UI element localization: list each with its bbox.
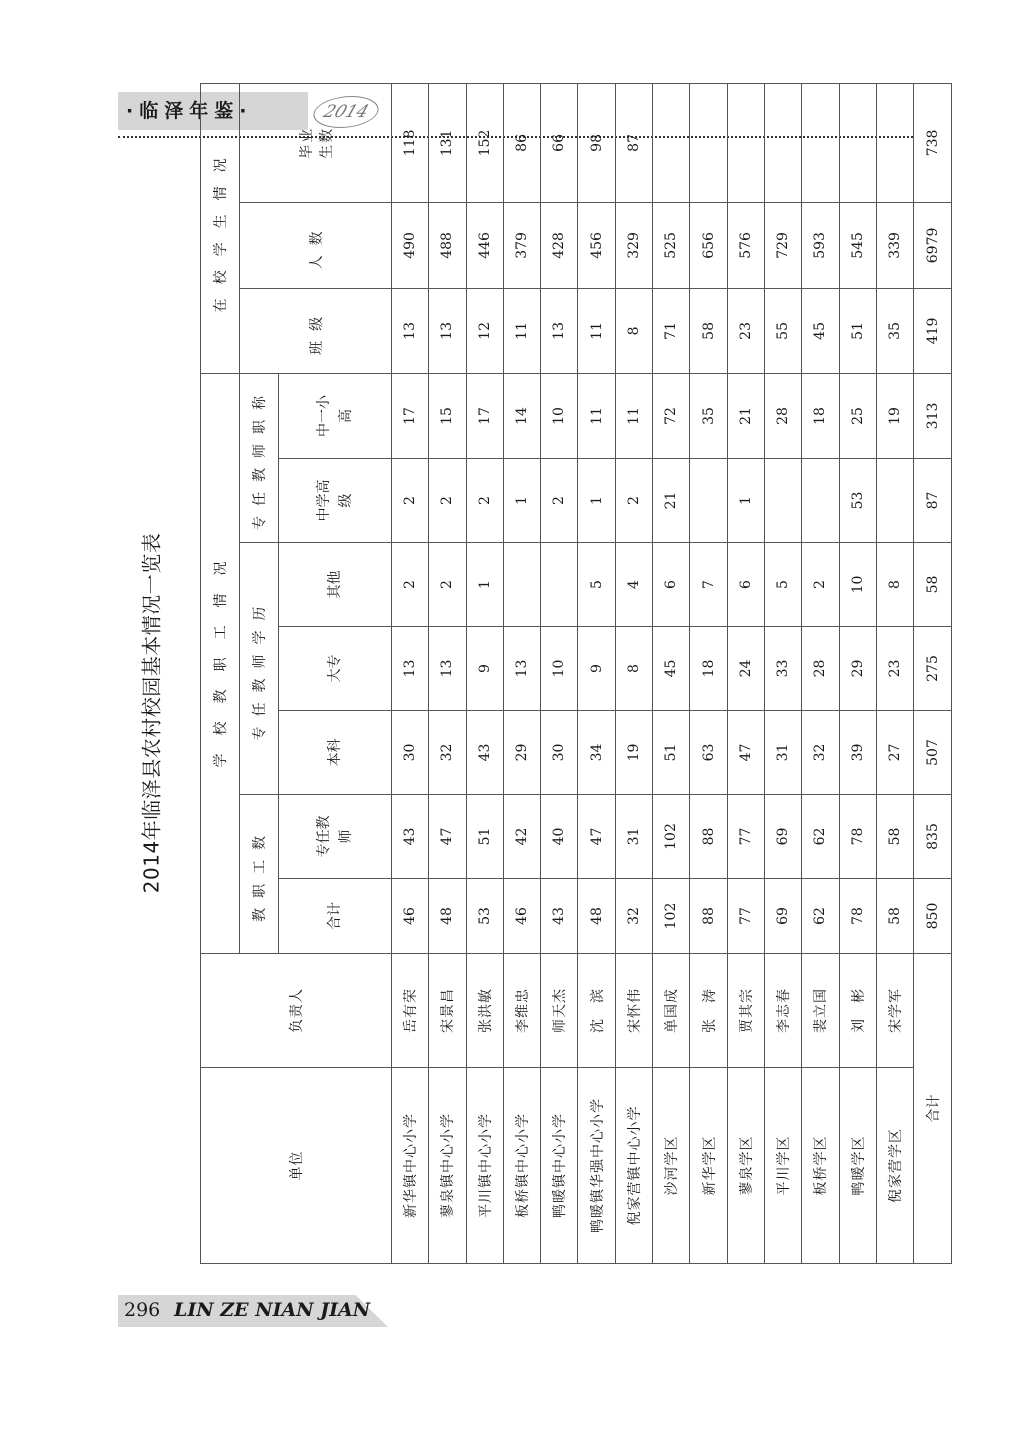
cell-fulltime: 42 [503, 795, 540, 879]
cell-classes: 23 [727, 288, 764, 373]
cell-graduates [727, 83, 764, 202]
table-rotated [200, 126, 942, 1264]
header-row-category [201, 83, 240, 1263]
cell-middle1: 11 [578, 373, 615, 458]
cell-unit: 鸭暖镇华强中心小学 [578, 1068, 615, 1264]
cell-college: 23 [876, 627, 913, 711]
total-senior: 87 [914, 459, 952, 543]
cell-students: 488 [429, 202, 466, 288]
cell-other: 6 [727, 543, 764, 627]
cell-students: 329 [615, 202, 652, 288]
cell-total: 46 [392, 879, 429, 954]
cell-bachelor: 47 [727, 711, 764, 795]
cell-person: 刘 彬 [839, 954, 876, 1068]
cell-bachelor: 63 [690, 711, 727, 795]
total-middle1: 313 [914, 373, 952, 458]
cell-person: 张 涛 [690, 954, 727, 1068]
cell-senior: 2 [541, 459, 578, 543]
header-enrollment: 在校学生情况 [201, 83, 240, 373]
survey-table [200, 83, 952, 1264]
cell-unit: 新华学区 [690, 1068, 727, 1264]
cell-unit: 板桥学区 [802, 1068, 839, 1264]
cell-students: 656 [690, 202, 727, 288]
cell-person: 宋学军 [876, 954, 913, 1068]
cell-classes: 55 [764, 288, 801, 373]
cell-college: 10 [541, 627, 578, 711]
cell-students: 729 [764, 202, 801, 288]
cell-fulltime: 43 [392, 795, 429, 879]
cell-other: 6 [653, 543, 690, 627]
cell-other: 4 [615, 543, 652, 627]
cell-middle1: 18 [802, 373, 839, 458]
table-row [690, 83, 727, 1263]
cell-middle1: 10 [541, 373, 578, 458]
cell-middle1: 17 [392, 373, 429, 458]
table-row [653, 83, 690, 1263]
totals-row [914, 83, 952, 1263]
cell-unit: 新华镇中心小学 [392, 1068, 429, 1264]
page-footer [118, 1295, 418, 1329]
header-college: 大专 [279, 627, 392, 711]
cell-fulltime: 51 [466, 795, 503, 879]
table-row [578, 83, 615, 1263]
cell-graduates [764, 83, 801, 202]
cell-classes: 12 [466, 288, 503, 373]
cell-senior: 1 [578, 459, 615, 543]
cell-classes: 13 [541, 288, 578, 373]
cell-other: 2 [429, 543, 466, 627]
cell-students: 576 [727, 202, 764, 288]
total-students: 6979 [914, 202, 952, 288]
cell-senior: 2 [615, 459, 652, 543]
cell-unit: 鸭暖学区 [839, 1068, 876, 1264]
total-graduates: 738 [914, 83, 952, 202]
cell-graduates: 86 [503, 83, 540, 202]
cell-graduates [839, 83, 876, 202]
cell-total: 48 [429, 879, 466, 954]
total-college: 275 [914, 627, 952, 711]
cell-total: 62 [802, 879, 839, 954]
cell-person: 单国成 [653, 954, 690, 1068]
cell-bachelor: 31 [764, 711, 801, 795]
cell-graduates: 87 [615, 83, 652, 202]
cell-students: 490 [392, 202, 429, 288]
cell-person: 师天杰 [541, 954, 578, 1068]
cell-total: 53 [466, 879, 503, 954]
cell-person: 裴立国 [802, 954, 839, 1068]
year-badge: 2014 [308, 96, 384, 128]
cell-other [503, 543, 540, 627]
cell-college: 33 [764, 627, 801, 711]
table-row [503, 83, 540, 1263]
cell-classes: 11 [578, 288, 615, 373]
cell-bachelor: 30 [392, 711, 429, 795]
table-title: 2014年临泽县农村校园基本情况一览表 [139, 532, 164, 894]
cell-other [541, 543, 578, 627]
cell-senior [802, 459, 839, 543]
cell-total: 78 [839, 879, 876, 954]
table-row [727, 83, 764, 1263]
cell-middle1: 21 [727, 373, 764, 458]
cell-fulltime: 78 [839, 795, 876, 879]
cell-college: 13 [503, 627, 540, 711]
cell-fulltime: 102 [653, 795, 690, 879]
total-classes: 419 [914, 288, 952, 373]
cell-students: 379 [503, 202, 540, 288]
cell-graduates: 131 [429, 83, 466, 202]
cell-fulltime: 40 [541, 795, 578, 879]
cell-middle1: 19 [876, 373, 913, 458]
cell-senior: 53 [839, 459, 876, 543]
cell-college: 9 [578, 627, 615, 711]
cell-unit: 沙河学区 [653, 1068, 690, 1264]
table-wrap [200, 126, 942, 1264]
cell-person: 李维忠 [503, 954, 540, 1068]
cell-bachelor: 39 [839, 711, 876, 795]
cell-total: 69 [764, 879, 801, 954]
cell-bachelor: 34 [578, 711, 615, 795]
cell-bachelor: 43 [466, 711, 503, 795]
cell-college: 18 [690, 627, 727, 711]
cell-bachelor: 32 [802, 711, 839, 795]
cell-college: 9 [466, 627, 503, 711]
cell-college: 24 [727, 627, 764, 711]
cell-person: 宋怀伟 [615, 954, 652, 1068]
footer-book-title: LIN ZE NIAN JIAN [174, 1299, 371, 1321]
cell-unit: 鸭暖镇中心小学 [541, 1068, 578, 1264]
table-row [615, 83, 652, 1263]
cell-total: 32 [615, 879, 652, 954]
total-bachelor: 507 [914, 711, 952, 795]
cell-unit: 倪家营学区 [876, 1068, 913, 1264]
cell-students: 428 [541, 202, 578, 288]
header-school-staff: 学 校 教 职 工 情 况 [201, 373, 240, 953]
cell-students: 525 [653, 202, 690, 288]
cell-unit: 板桥镇中心小学 [503, 1068, 540, 1264]
cell-other: 10 [839, 543, 876, 627]
cell-fulltime: 47 [429, 795, 466, 879]
cell-classes: 8 [615, 288, 652, 373]
cell-classes: 45 [802, 288, 839, 373]
cell-classes: 51 [839, 288, 876, 373]
cell-person: 沈 滨 [578, 954, 615, 1068]
cell-students: 339 [876, 202, 913, 288]
header-bachelor: 本科 [279, 711, 392, 795]
table-body [392, 83, 952, 1263]
cell-classes: 13 [429, 288, 466, 373]
cell-fulltime: 77 [727, 795, 764, 879]
cell-middle1: 15 [429, 373, 466, 458]
cell-classes: 58 [690, 288, 727, 373]
table-row [876, 83, 913, 1263]
cell-middle1: 35 [690, 373, 727, 458]
cell-fulltime: 88 [690, 795, 727, 879]
cell-college: 8 [615, 627, 652, 711]
cell-senior [690, 459, 727, 543]
cell-classes: 13 [392, 288, 429, 373]
total-total: 850 [914, 879, 952, 954]
total-fulltime: 835 [914, 795, 952, 879]
cell-middle1: 11 [615, 373, 652, 458]
header-unit: 单位 [201, 1068, 392, 1264]
header-title-grade: 专任教师职称 [240, 373, 279, 542]
cell-students: 545 [839, 202, 876, 288]
cell-graduates [653, 83, 690, 202]
cell-senior: 1 [727, 459, 764, 543]
table-row [839, 83, 876, 1263]
cell-classes: 71 [653, 288, 690, 373]
cell-bachelor: 32 [429, 711, 466, 795]
cell-total: 43 [541, 879, 578, 954]
table-row [429, 83, 466, 1263]
cell-bachelor: 29 [503, 711, 540, 795]
cell-other: 7 [690, 543, 727, 627]
cell-graduates: 66 [541, 83, 578, 202]
cell-senior: 21 [653, 459, 690, 543]
cell-bachelor: 30 [541, 711, 578, 795]
cell-middle1: 25 [839, 373, 876, 458]
cell-classes: 11 [503, 288, 540, 373]
cell-senior: 2 [392, 459, 429, 543]
cell-person: 贾其宗 [727, 954, 764, 1068]
table-row [392, 83, 429, 1263]
cell-students: 446 [466, 202, 503, 288]
cell-other: 2 [392, 543, 429, 627]
cell-person: 李志春 [764, 954, 801, 1068]
header-education: 专任教师学历 [240, 543, 279, 795]
totals-label: 合计 [914, 954, 952, 1264]
cell-college: 45 [653, 627, 690, 711]
page-number: 296 [124, 1299, 161, 1321]
cell-senior [876, 459, 913, 543]
cell-total: 48 [578, 879, 615, 954]
table-row [541, 83, 578, 1263]
cell-graduates [876, 83, 913, 202]
cell-classes: 35 [876, 288, 913, 373]
header-middle-senior: 中学高级 [279, 459, 392, 543]
cell-other: 1 [466, 543, 503, 627]
cell-middle1: 14 [503, 373, 540, 458]
cell-graduates [690, 83, 727, 202]
cell-unit: 平川镇中心小学 [466, 1068, 503, 1264]
cell-other: 5 [578, 543, 615, 627]
cell-unit: 倪家营镇中心小学 [615, 1068, 652, 1264]
cell-fulltime: 47 [578, 795, 615, 879]
header-fulltime: 专任教师 [279, 795, 392, 879]
cell-total: 102 [653, 879, 690, 954]
cell-college: 29 [839, 627, 876, 711]
cell-unit: 蓼泉学区 [727, 1068, 764, 1264]
cell-middle1: 28 [764, 373, 801, 458]
header-students: 人数 [240, 202, 392, 288]
header-person: 负责人 [201, 954, 392, 1068]
cell-total: 46 [503, 879, 540, 954]
header-other: 其他 [279, 543, 392, 627]
cell-senior: 2 [429, 459, 466, 543]
header-total: 合计 [279, 879, 392, 954]
cell-graduates [802, 83, 839, 202]
cell-senior: 2 [466, 459, 503, 543]
cell-fulltime: 62 [802, 795, 839, 879]
cell-bachelor: 51 [653, 711, 690, 795]
table-row [802, 83, 839, 1263]
cell-college: 13 [392, 627, 429, 711]
cell-bachelor: 27 [876, 711, 913, 795]
cell-graduates: 98 [578, 83, 615, 202]
header-classes: 班级 [240, 288, 392, 373]
cell-unit: 蓼泉镇中心小学 [429, 1068, 466, 1264]
cell-students: 456 [578, 202, 615, 288]
table-row [764, 83, 801, 1263]
cell-total: 88 [690, 879, 727, 954]
cell-senior: 1 [503, 459, 540, 543]
cell-students: 593 [802, 202, 839, 288]
cell-person: 岳有荣 [392, 954, 429, 1068]
cell-college: 13 [429, 627, 466, 711]
header-graduates: 毕业生数 [240, 83, 392, 202]
table-row [466, 83, 503, 1263]
cell-total: 77 [727, 879, 764, 954]
cell-other: 8 [876, 543, 913, 627]
cell-middle1: 72 [653, 373, 690, 458]
cell-bachelor: 19 [615, 711, 652, 795]
cell-unit: 平川学区 [764, 1068, 801, 1264]
header-staff-count: 教职工数 [240, 795, 279, 954]
cell-person: 张洪敏 [466, 954, 503, 1068]
book-title: ·临泽年鉴· [118, 92, 308, 130]
cell-middle1: 17 [466, 373, 503, 458]
cell-person: 宋景昌 [429, 954, 466, 1068]
total-other: 58 [914, 543, 952, 627]
cell-fulltime: 69 [764, 795, 801, 879]
cell-graduates: 118 [392, 83, 429, 202]
cell-other: 2 [802, 543, 839, 627]
cell-fulltime: 58 [876, 795, 913, 879]
cell-college: 28 [802, 627, 839, 711]
cell-other: 5 [764, 543, 801, 627]
cell-total: 58 [876, 879, 913, 954]
cell-graduates: 152 [466, 83, 503, 202]
cell-fulltime: 31 [615, 795, 652, 879]
cell-senior [764, 459, 801, 543]
header-middle1: 中一小高 [279, 373, 392, 458]
